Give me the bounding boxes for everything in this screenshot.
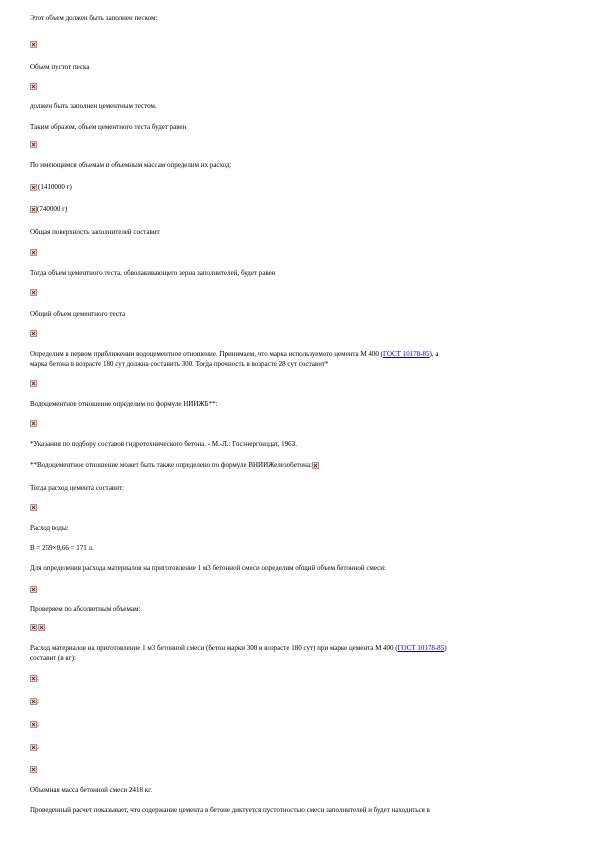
broken-image-icon	[30, 721, 37, 728]
text-check-volumes: Проверяем по абсолютным объемам:	[30, 605, 141, 613]
broken-image-icon	[30, 289, 37, 296]
material-item: ;	[30, 743, 39, 752]
broken-image-icon	[30, 249, 37, 256]
text-paste-volume: Таким образом, объем цементного теста будет равен	[30, 123, 187, 131]
text-units: составит (в кг):	[30, 654, 76, 662]
broken-image-icon	[30, 141, 37, 148]
broken-image-icon	[30, 41, 37, 48]
text-water-consumption: Расход воды:	[30, 524, 69, 532]
broken-image-icon	[30, 420, 37, 427]
text-water-formula: В = 259×0,66 = 171 л.	[30, 544, 94, 552]
gost-link[interactable]: ГОСТ 10178-85	[382, 350, 430, 358]
broken-image-icon	[30, 330, 37, 337]
text-materials: Расход материалов на приготовление 1 м3 бетонной смеси (бетон марки 300 в возрасте 180 сут) при марке цемента М 400 (ГОСТ 10178-85)	[30, 644, 447, 652]
footnote-2: **Водоцементное отношение может быть также определено по формуле ВНИИЖелезобетона:	[30, 461, 319, 470]
broken-image-icon	[38, 624, 45, 631]
broken-image-icon	[30, 206, 37, 213]
text-mass-2: (740000 г)	[30, 205, 67, 214]
broken-image-icon	[30, 586, 37, 593]
text-total-volume: Для определения расхода материалов на приготовление 1 м3 бетонной смеси определим общий объем бетонной смеси:	[30, 564, 386, 572]
broken-image-icon	[30, 504, 37, 511]
material-item: ;	[30, 674, 39, 683]
broken-image-icon	[30, 744, 37, 751]
text-wc-first: Определим в первом приближении водоцементное отношение. Принимаем, что марка используемого цемента М 400 (ГОСТ 10178-85), а	[30, 350, 439, 358]
text-niizhb: Водоцементное отношение определим по формуле НИИЖБ**:	[30, 400, 218, 408]
text-mass-1: (1410000 г)	[30, 183, 72, 192]
footnote-1: *Указания по подбору составов гидротехнического бетона. - М.-Л.: Госэнергоиздат, 1963.	[30, 440, 297, 448]
broken-image-icon	[30, 766, 37, 773]
broken-image-icon	[30, 184, 37, 191]
image-pair	[30, 623, 45, 632]
text-surface: Общая поверхность заполнителей составит	[30, 228, 160, 236]
text-sand-fill: Этот объем должен быть заполнен песком:	[30, 14, 158, 22]
text-consumption: По имеющимся объемам и объемным массам определим их расход:	[30, 161, 232, 169]
broken-image-icon	[30, 380, 37, 387]
text-cement-consumption: Тогда расход цемента составит:	[30, 484, 124, 492]
text-conclusion: Проведенный расчет показывает, что содержание цемента в бетоне диктуется пустотностью смеси заполнителей и будет находиться в	[30, 806, 430, 814]
material-item: ;	[30, 720, 39, 729]
broken-image-icon	[30, 83, 37, 90]
text-total-paste: Общий объем цементного теста	[30, 310, 126, 318]
material-item: ;	[30, 697, 39, 706]
text-strength: марка бетона в возрасте 180 сут должна составить 300. Тогда прочность в возрасте 28 сут составит*	[30, 360, 329, 368]
text-cement-paste-fill: должен быть заполнен цементным тестом.	[30, 102, 157, 110]
broken-image-icon	[30, 698, 37, 705]
text-sand-voids: Объем пустот песка	[30, 63, 90, 71]
text-coating-paste: Тогда объем цементного теста, обволакивающего зерна заполнителей, будет равен	[30, 269, 276, 277]
gost-link[interactable]: ГОСТ 10178-85	[397, 644, 445, 652]
broken-image-icon	[30, 675, 37, 682]
broken-image-icon	[312, 462, 319, 469]
broken-image-icon	[30, 624, 37, 631]
text-density: Объемная масса бетонной смеси 2418 кг.	[30, 786, 153, 794]
